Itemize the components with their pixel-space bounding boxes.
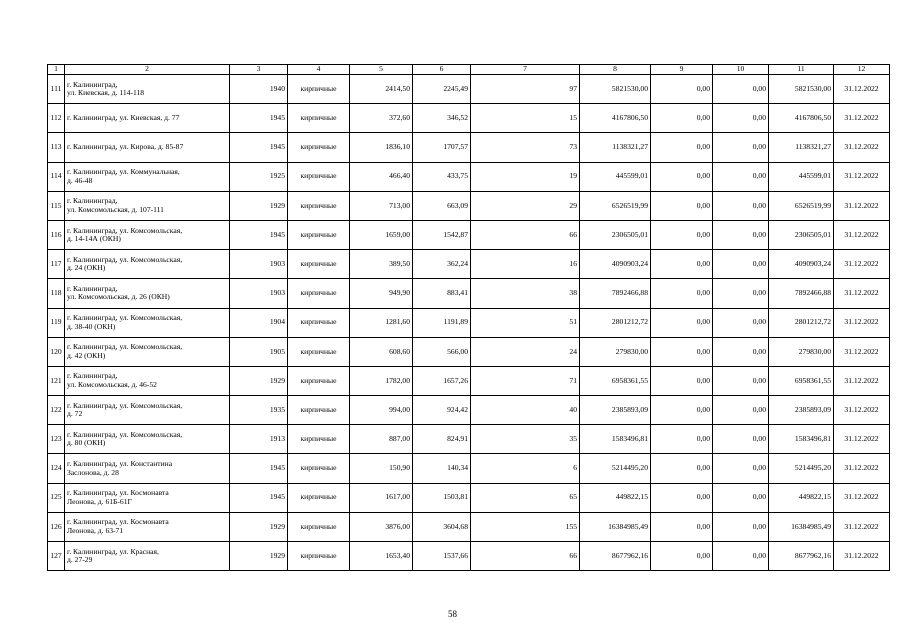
col7-value-cell: 97: [471, 75, 580, 104]
address-line: Леонова, д. 63-71: [67, 525, 124, 535]
row-number-cell: 113: [48, 133, 65, 162]
col10-value-cell: 0,00: [713, 75, 769, 104]
wall-material-cell: кирпичные: [288, 133, 350, 162]
col11-value-cell: 2385893,09: [769, 396, 834, 425]
header-col-11: 11: [769, 65, 834, 75]
header-col-5: 5: [350, 65, 413, 75]
table-row: [48, 133, 890, 162]
col10-value-cell: 0,00: [713, 104, 769, 133]
date-cell: 31.12.2022: [834, 308, 890, 337]
address-line: Заслонова, д. 28: [67, 467, 119, 477]
col11-value-cell: 445599,01: [769, 162, 834, 191]
row-number-cell: 111: [48, 75, 65, 104]
table-row: [48, 279, 890, 308]
address-line: ул. Комсомольская, д. 107-111: [67, 204, 164, 214]
address-line: д. 14-14А (ОКН): [67, 234, 121, 244]
address-line: г. Калининград, ул. Константина: [67, 459, 173, 469]
col5-value-cell: 1659,00: [350, 220, 413, 249]
col6-value-cell: 3604,68: [413, 512, 471, 541]
date-cell: 31.12.2022: [834, 366, 890, 395]
col5-value-cell: 949,90: [350, 279, 413, 308]
table-row: [48, 425, 890, 454]
col11-value-cell: 449822,15: [769, 483, 834, 512]
address-line: г. Калининград, ул. Киевская, д. 77: [67, 113, 180, 123]
header-col-9: 9: [651, 65, 713, 75]
col7-value-cell: 66: [471, 220, 580, 249]
col7-value-cell: 35: [471, 425, 580, 454]
header-col-8: 8: [580, 65, 651, 75]
address-line: ул. Киевская, д. 114-118: [67, 88, 145, 98]
wall-material-cell: кирпичные: [288, 396, 350, 425]
address-cell: [65, 75, 230, 104]
address-cell: [65, 250, 230, 279]
col10-value-cell: 0,00: [713, 396, 769, 425]
row-number-cell: 120: [48, 337, 65, 366]
date-cell: 31.12.2022: [834, 250, 890, 279]
col9-value-cell: 0,00: [651, 104, 713, 133]
wall-material-cell: кирпичные: [288, 483, 350, 512]
col9-value-cell: 0,00: [651, 542, 713, 571]
col7-value-cell: 19: [471, 162, 580, 191]
col8-value-cell: 5821530,00: [580, 75, 651, 104]
table-row: [48, 396, 890, 425]
col8-value-cell: 449822,15: [580, 483, 651, 512]
col10-value-cell: 0,00: [713, 542, 769, 571]
address-cell: [65, 162, 230, 191]
col11-value-cell: 5821530,00: [769, 75, 834, 104]
year-cell: 1945: [230, 483, 288, 512]
col9-value-cell: 0,00: [651, 512, 713, 541]
address-cell: [65, 483, 230, 512]
row-number-cell: 121: [48, 366, 65, 395]
header-col-3: 3: [230, 65, 288, 75]
col11-value-cell: 8677962,16: [769, 542, 834, 571]
col7-value-cell: 29: [471, 191, 580, 220]
col11-value-cell: 279830,00: [769, 337, 834, 366]
col9-value-cell: 0,00: [651, 396, 713, 425]
wall-material-cell: кирпичные: [288, 337, 350, 366]
year-cell: 1940: [230, 75, 288, 104]
col5-value-cell: 1836,10: [350, 133, 413, 162]
header-col-7: 7: [471, 65, 580, 75]
col10-value-cell: 0,00: [713, 366, 769, 395]
header-col-6: 6: [413, 65, 471, 75]
col8-value-cell: 16384985,49: [580, 512, 651, 541]
date-cell: 31.12.2022: [834, 512, 890, 541]
date-cell: 31.12.2022: [834, 337, 890, 366]
col5-value-cell: 608,60: [350, 337, 413, 366]
col6-value-cell: 1503,81: [413, 483, 471, 512]
col8-value-cell: 279830,00: [580, 337, 651, 366]
year-cell: 1929: [230, 366, 288, 395]
col7-value-cell: 51: [471, 308, 580, 337]
col6-value-cell: 883,41: [413, 279, 471, 308]
col10-value-cell: 0,00: [713, 425, 769, 454]
col7-value-cell: 16: [471, 250, 580, 279]
address-line: д. 72: [67, 409, 83, 419]
year-cell: 1903: [230, 279, 288, 308]
col9-value-cell: 0,00: [651, 220, 713, 249]
address-line: г. Калининград,: [67, 283, 118, 293]
year-cell: 1904: [230, 308, 288, 337]
col7-value-cell: 6: [471, 454, 580, 483]
col6-value-cell: 1542,87: [413, 220, 471, 249]
col11-value-cell: 4090903,24: [769, 250, 834, 279]
col5-value-cell: 2414,50: [350, 75, 413, 104]
date-cell: 31.12.2022: [834, 220, 890, 249]
address-cell: [65, 279, 230, 308]
year-cell: 1929: [230, 512, 288, 541]
address-line: ул. Комсомольская, д. 26 (ОКН): [67, 292, 170, 302]
wall-material-cell: кирпичные: [288, 454, 350, 483]
table-row: [48, 75, 890, 104]
wall-material-cell: кирпичные: [288, 104, 350, 133]
col8-value-cell: 7892466,88: [580, 279, 651, 308]
col8-value-cell: 5214495,20: [580, 454, 651, 483]
row-number-cell: 119: [48, 308, 65, 337]
address-cell: [65, 542, 230, 571]
col9-value-cell: 0,00: [651, 483, 713, 512]
col6-value-cell: 346,52: [413, 104, 471, 133]
col8-value-cell: 2306505,01: [580, 220, 651, 249]
col8-value-cell: 4090903,24: [580, 250, 651, 279]
col5-value-cell: 1617,00: [350, 483, 413, 512]
header-col-2: 2: [65, 65, 230, 75]
col7-value-cell: 15: [471, 104, 580, 133]
address-cell: [65, 191, 230, 220]
col10-value-cell: 0,00: [713, 133, 769, 162]
wall-material-cell: кирпичные: [288, 425, 350, 454]
table-row: [48, 454, 890, 483]
address-line: г. Калининград,: [67, 196, 118, 206]
table-row: [48, 104, 890, 133]
table-row: [48, 483, 890, 512]
address-line: г. Калининград, ул. Комсомольская,: [67, 400, 183, 410]
year-cell: 1945: [230, 454, 288, 483]
col7-value-cell: 65: [471, 483, 580, 512]
wall-material-cell: кирпичные: [288, 279, 350, 308]
date-cell: 31.12.2022: [834, 279, 890, 308]
address-line: д. 38-40 (ОКН): [67, 321, 116, 331]
year-cell: 1945: [230, 220, 288, 249]
col9-value-cell: 0,00: [651, 279, 713, 308]
wall-material-cell: кирпичные: [288, 220, 350, 249]
col5-value-cell: 1653,40: [350, 542, 413, 571]
row-number-cell: 117: [48, 250, 65, 279]
address-cell: [65, 133, 230, 162]
address-cell: [65, 454, 230, 483]
col5-value-cell: 372,60: [350, 104, 413, 133]
date-cell: 31.12.2022: [834, 542, 890, 571]
address-line: г. Калининград, ул. Комсомольская,: [67, 225, 183, 235]
col6-value-cell: 1707,57: [413, 133, 471, 162]
address-cell: [65, 220, 230, 249]
address-line: г. Калининград, ул. Кирова, д. 85-87: [67, 142, 184, 152]
col5-value-cell: 1782,00: [350, 366, 413, 395]
row-number-cell: 116: [48, 220, 65, 249]
col7-value-cell: 73: [471, 133, 580, 162]
address-line: д. 27-29: [67, 555, 93, 565]
row-number-cell: 125: [48, 483, 65, 512]
table-row: [48, 250, 890, 279]
header-col-12: 12: [834, 65, 890, 75]
header-row: [48, 65, 890, 75]
col10-value-cell: 0,00: [713, 454, 769, 483]
address-line: г. Калининград, ул. Комсомольская,: [67, 254, 183, 264]
col5-value-cell: 466,40: [350, 162, 413, 191]
address-cell: [65, 396, 230, 425]
col5-value-cell: 150,90: [350, 454, 413, 483]
table-row: [48, 512, 890, 541]
year-cell: 1905: [230, 337, 288, 366]
wall-material-cell: кирпичные: [288, 512, 350, 541]
col9-value-cell: 0,00: [651, 133, 713, 162]
year-cell: 1929: [230, 542, 288, 571]
col8-value-cell: 4167806,50: [580, 104, 651, 133]
address-line: д. 46-48: [67, 175, 93, 185]
col6-value-cell: 140,34: [413, 454, 471, 483]
col6-value-cell: 1537,66: [413, 542, 471, 571]
col11-value-cell: 1583496,81: [769, 425, 834, 454]
col10-value-cell: 0,00: [713, 250, 769, 279]
col6-value-cell: 2245,49: [413, 75, 471, 104]
date-cell: 31.12.2022: [834, 133, 890, 162]
address-line: г. Калининград, ул. Комсомольская,: [67, 313, 183, 323]
table-row: [48, 220, 890, 249]
date-cell: 31.12.2022: [834, 396, 890, 425]
address-line: Леонова, д. 61Б-61Г: [67, 496, 132, 506]
row-number-cell: 126: [48, 512, 65, 541]
housing-register-table: [47, 64, 890, 571]
date-cell: 31.12.2022: [834, 483, 890, 512]
date-cell: 31.12.2022: [834, 454, 890, 483]
year-cell: 1929: [230, 191, 288, 220]
col6-value-cell: 362,24: [413, 250, 471, 279]
col5-value-cell: 713,00: [350, 191, 413, 220]
col9-value-cell: 0,00: [651, 75, 713, 104]
year-cell: 1925: [230, 162, 288, 191]
col8-value-cell: 8677962,16: [580, 542, 651, 571]
date-cell: 31.12.2022: [834, 162, 890, 191]
col6-value-cell: 663,09: [413, 191, 471, 220]
col5-value-cell: 389,50: [350, 250, 413, 279]
row-number-cell: 118: [48, 279, 65, 308]
address-cell: [65, 104, 230, 133]
address-line: д. 80 (ОКН): [67, 438, 106, 448]
year-cell: 1945: [230, 133, 288, 162]
col7-value-cell: 40: [471, 396, 580, 425]
col10-value-cell: 0,00: [713, 337, 769, 366]
year-cell: 1945: [230, 104, 288, 133]
wall-material-cell: кирпичные: [288, 162, 350, 191]
col9-value-cell: 0,00: [651, 337, 713, 366]
col5-value-cell: 1281,60: [350, 308, 413, 337]
col11-value-cell: 2306505,01: [769, 220, 834, 249]
row-number-cell: 124: [48, 454, 65, 483]
address-line: г. Калининград,: [67, 79, 118, 89]
col9-value-cell: 0,00: [651, 308, 713, 337]
row-number-cell: 112: [48, 104, 65, 133]
col6-value-cell: 1191,89: [413, 308, 471, 337]
col8-value-cell: 1138321,27: [580, 133, 651, 162]
col5-value-cell: 994,00: [350, 396, 413, 425]
table-row: [48, 191, 890, 220]
year-cell: 1913: [230, 425, 288, 454]
address-cell: [65, 308, 230, 337]
col7-value-cell: 66: [471, 542, 580, 571]
wall-material-cell: кирпичные: [288, 250, 350, 279]
col11-value-cell: 7892466,88: [769, 279, 834, 308]
col7-value-cell: 38: [471, 279, 580, 308]
address-line: г. Калининград,: [67, 371, 118, 381]
col11-value-cell: 6958361,55: [769, 366, 834, 395]
row-number-cell: 114: [48, 162, 65, 191]
row-number-cell: 123: [48, 425, 65, 454]
col8-value-cell: 2801212,72: [580, 308, 651, 337]
address-line: г. Калининград, ул. Красная,: [67, 546, 159, 556]
table-row: [48, 366, 890, 395]
header-col-10: 10: [713, 65, 769, 75]
year-cell: 1903: [230, 250, 288, 279]
table-body: [48, 75, 890, 571]
col5-value-cell: 887,00: [350, 425, 413, 454]
date-cell: 31.12.2022: [834, 425, 890, 454]
wall-material-cell: кирпичные: [288, 75, 350, 104]
col7-value-cell: 24: [471, 337, 580, 366]
address-cell: [65, 425, 230, 454]
col8-value-cell: 2385893,09: [580, 396, 651, 425]
header-col-1: 1: [48, 65, 65, 75]
col10-value-cell: 0,00: [713, 162, 769, 191]
col9-value-cell: 0,00: [651, 454, 713, 483]
col9-value-cell: 0,00: [651, 425, 713, 454]
address-cell: [65, 512, 230, 541]
address-line: г. Калининград, ул. Космонавта: [67, 517, 169, 527]
col6-value-cell: 1657,26: [413, 366, 471, 395]
address-line: г. Калининград, ул. Коммунальная,: [67, 167, 180, 177]
col10-value-cell: 0,00: [713, 483, 769, 512]
row-number-cell: 115: [48, 191, 65, 220]
col8-value-cell: 1583496,81: [580, 425, 651, 454]
col11-value-cell: 1138321,27: [769, 133, 834, 162]
col5-value-cell: 3876,00: [350, 512, 413, 541]
address-line: д. 42 (ОКН): [67, 350, 106, 360]
col11-value-cell: 16384985,49: [769, 512, 834, 541]
table-row: [48, 542, 890, 571]
address-line: г. Калининград, ул. Космонавта: [67, 488, 169, 498]
col9-value-cell: 0,00: [651, 250, 713, 279]
col6-value-cell: 566,00: [413, 337, 471, 366]
col10-value-cell: 0,00: [713, 191, 769, 220]
year-cell: 1935: [230, 396, 288, 425]
col10-value-cell: 0,00: [713, 308, 769, 337]
col10-value-cell: 0,00: [713, 220, 769, 249]
wall-material-cell: кирпичные: [288, 191, 350, 220]
date-cell: 31.12.2022: [834, 191, 890, 220]
table-row: [48, 337, 890, 366]
col8-value-cell: 6958361,55: [580, 366, 651, 395]
date-cell: 31.12.2022: [834, 104, 890, 133]
col6-value-cell: 433,75: [413, 162, 471, 191]
col7-value-cell: 71: [471, 366, 580, 395]
col7-value-cell: 155: [471, 512, 580, 541]
wall-material-cell: кирпичные: [288, 542, 350, 571]
address-line: г. Калининград, ул. Комсомольская,: [67, 342, 183, 352]
col6-value-cell: 824,91: [413, 425, 471, 454]
address-cell: [65, 366, 230, 395]
col11-value-cell: 4167806,50: [769, 104, 834, 133]
date-cell: 31.12.2022: [834, 75, 890, 104]
col9-value-cell: 0,00: [651, 191, 713, 220]
col11-value-cell: 6526519,99: [769, 191, 834, 220]
address-line: г. Калининград, ул. Комсомольская,: [67, 429, 183, 439]
col8-value-cell: 6526519,99: [580, 191, 651, 220]
col11-value-cell: 2801212,72: [769, 308, 834, 337]
col6-value-cell: 924,42: [413, 396, 471, 425]
address-line: ул. Комсомольская, д. 46-52: [67, 379, 157, 389]
wall-material-cell: кирпичные: [288, 366, 350, 395]
row-number-cell: 127: [48, 542, 65, 571]
col8-value-cell: 445599,01: [580, 162, 651, 191]
wall-material-cell: кирпичные: [288, 308, 350, 337]
table-row: [48, 162, 890, 191]
header-col-4: 4: [288, 65, 350, 75]
col10-value-cell: 0,00: [713, 512, 769, 541]
address-line: д. 24 (ОКН): [67, 263, 106, 273]
address-cell: [65, 337, 230, 366]
table-row: [48, 308, 890, 337]
col11-value-cell: 5214495,20: [769, 454, 834, 483]
row-number-cell: 122: [48, 396, 65, 425]
col10-value-cell: 0,00: [713, 279, 769, 308]
page-number: 58: [448, 609, 457, 619]
col9-value-cell: 0,00: [651, 366, 713, 395]
col9-value-cell: 0,00: [651, 162, 713, 191]
